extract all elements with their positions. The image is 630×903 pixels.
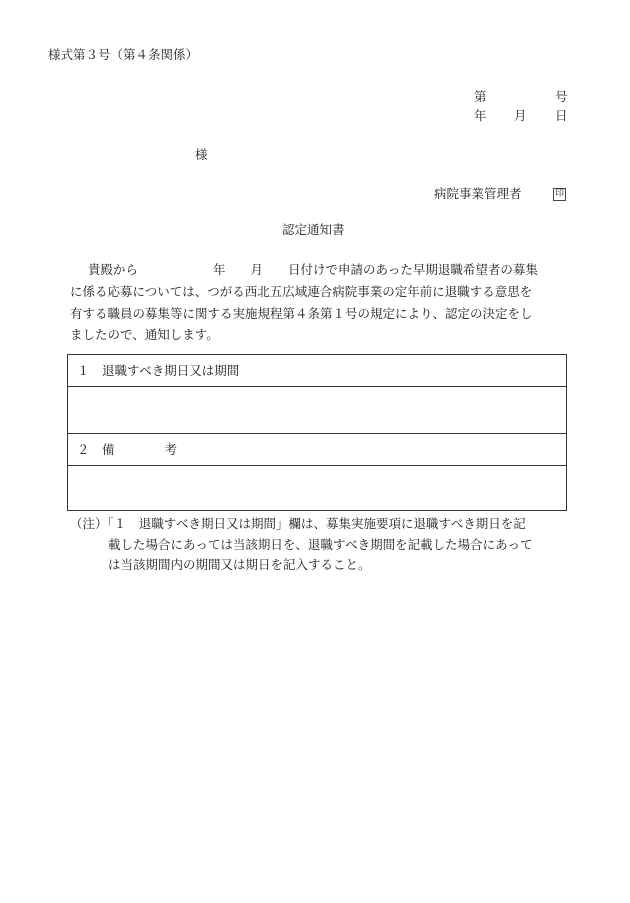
row-retirement-date-header [68, 355, 566, 386]
body-line-3: 有する職員の募集等に関する実施規程第４条第１号の規定により、認定の決定をし [70, 306, 533, 321]
details-table [67, 354, 567, 511]
note-line-3: は当該期間内の期間又は期日を記入すること。 [108, 557, 371, 572]
issuer-title: 病院事業管理者 [434, 186, 522, 201]
row-retirement-date-value[interactable] [68, 387, 566, 433]
row-remarks-value[interactable] [68, 466, 566, 510]
doc-number-suffix: 号 [555, 89, 568, 104]
seal-mark: 印 [554, 189, 564, 199]
date-month: 月 [514, 108, 527, 123]
addressee-honorific: 様 [195, 147, 208, 162]
date-year: 年 [474, 108, 487, 123]
note-line-2: 載した場合にあっては当該期日を、退職すべき期間を記載した場合にあって [108, 537, 533, 552]
body-line-4: ましたので、通知します。 [70, 327, 219, 342]
form-number: 様式第３号（第４条関係） [48, 47, 199, 62]
row-remarks-label: ２ 備 考 [77, 442, 178, 457]
document-title: 認定通知書 [282, 222, 345, 237]
body-line-2: に係る応募については、つがる西北五広域連合病院事業の定年前に退職する意思を [70, 284, 533, 299]
row-retirement-date-label: １ 退職すべき期日又は期間 [77, 363, 240, 378]
note-line-1: （注）「１ 退職すべき期日又は期間」欄は、募集実施要項に退職すべき期日を記 [70, 516, 526, 531]
date-day: 日 [555, 108, 568, 123]
doc-number-prefix: 第 [474, 89, 487, 104]
row-remarks-header [68, 434, 566, 465]
body-line-1: 貴殿から 年 月 日付けで申請のあった早期退職希望者の募集 [88, 262, 538, 277]
